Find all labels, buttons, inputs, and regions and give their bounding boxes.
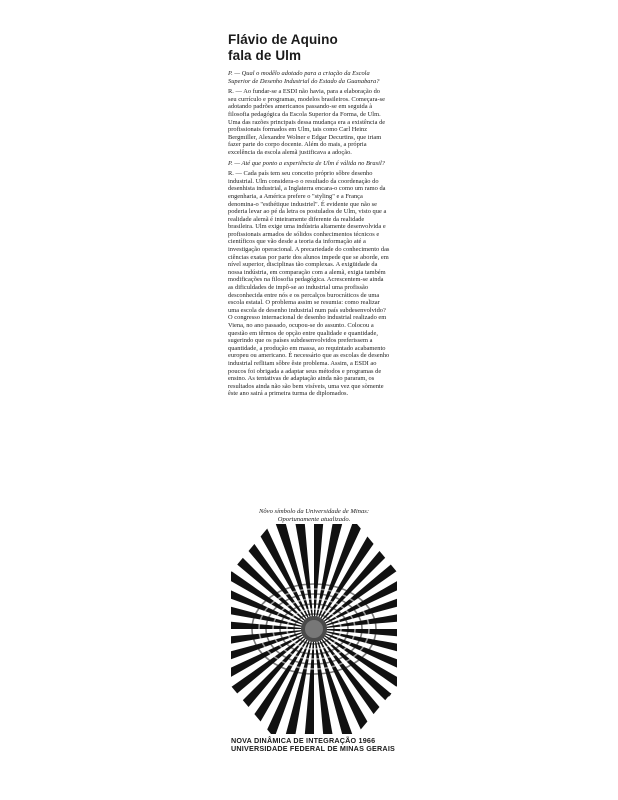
caption-line-1: Nôvo símbolo da Universidade de Minas: — [258, 508, 370, 515]
center-highlight — [305, 620, 323, 638]
credit-line-2: UNIVERSIDADE FEDERAL DE MINAS GERAIS — [231, 744, 396, 754]
image-caption — [234, 508, 394, 524]
title-line-1: Flávio de Aquino — [228, 32, 338, 47]
poster-credit — [231, 737, 401, 754]
op-art-pattern — [231, 524, 397, 734]
question-2: P. — Até que ponto a experiência de Ulm é válida no Brasil? — [228, 159, 385, 167]
answer-2: R. — Cada país tem seu conceito próprio sôbre desenho industrial. Ulm considera-o o resultado da coordenação do desenhista industrial, a Inglaterra encara-o como um ramo da engenharia, a América prefere o "styling" e a França denomina-o "esthétique industriel". É evidente que não se poderia levar ao pé da letra os postulados de Ulm, visto que a realidade alemã é inteiramente diferente da realidade brasileira. Ulm exige uma indústria altamente desenvolvida e profissionais armados de sólidos conhecimentos técnicos e científicos que vão desde a teoria da informação até a investigação operacional. A precariedade do conhecimento das ciências exatas por parte dos alunos impede que se aborde, em nível superior, disciplinas tão complexas. A exigüidade da nossa indústria, em comparação com a alemã, exigia também modificações na filosofia pedagógica. Acrescentem-se ainda as dificuldades de impô-se ao industrial uma profissão desconhecida entre nós e os percalços burocráticos de uma escola estatal. O problema assim se resumia: como realizar uma escola de desenho industrial num país subdesenvolvido? O congresso internacional de desenho industrial realizado em Viena, no ano passado, ocupou-se do assunto. Colocou a questão em têrmos de opção entre qualidade e quantidade, sugerindo que os países subdesenvolvidos preferissem a quantidade, a produção em massa, ao requintado acabamento europeu ou americano. É necessário que as escolas de desenho industrial reflitam sôbre êste problema. Assim, a ESDI ao poucos foi obrigada a adaptar seus métodos e programas de ensino. As tentativas de adaptação ainda não pararam, os resultados ainda não são bem visíveis, uma vez que sòmente êste ano sairá a primeira turma de diplomados. — [228, 170, 390, 398]
article-title — [228, 32, 390, 64]
op-art-poster — [231, 524, 397, 734]
question-1: P. — Qual o modêlo adotado para a criação da Escola Superior de Desenho Industrial do Estado da Guanabara? — [228, 70, 380, 85]
article-column — [228, 32, 390, 401]
credit-line-1: NOVA DINÂMICA DE INTEGRAÇÃO 1966 — [231, 736, 376, 745]
title-line-2: fala de Ulm — [228, 48, 302, 63]
answer-1: R. — Ao fundar-se a ESDI não havia, para a elaboração do seu currículo e programas, modelos brasileiros. Começara-se adotando padrões americanos passando-se em seguida à filosofia pedagógica da Escola Superior da Forma, de Ulm. Uma das razões principais dessa mudança era a existência de profissionais formados em Ulm, tais como Carl Heinz Bergmiller, Alexandre Wolner e Edgar Decurtins, que iriam fazer parte do corpo docente. Além do mais, a própria excelência da escola alemã justificava a adoção. — [228, 88, 386, 156]
caption-line-2: Oportunamente atualizado. — [277, 516, 351, 523]
